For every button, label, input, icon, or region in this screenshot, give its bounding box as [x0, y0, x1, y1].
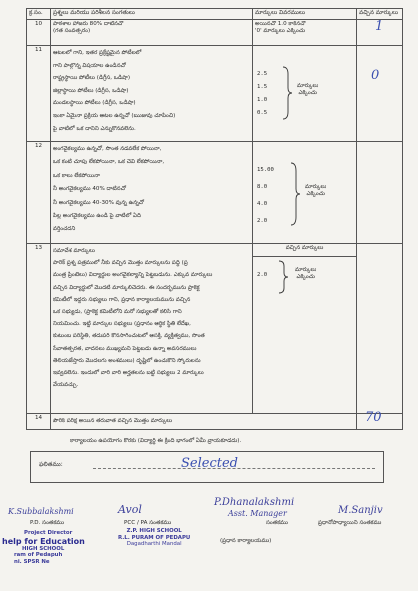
brace-icon: [289, 162, 301, 226]
total-awarded-value: 70: [365, 410, 382, 425]
row-serial: 12: [27, 142, 51, 244]
row-serial: 10: [27, 20, 51, 46]
result-label: ఫలితము:: [39, 461, 63, 468]
brace-icon: [281, 66, 293, 120]
brace-icon: [277, 260, 289, 294]
signature-pcc: Avol: [118, 503, 142, 516]
table-header-row: [27, 9, 403, 20]
awarded-value: 0: [371, 68, 380, 83]
marks-note: మార్కులు ఎక్కించు: [297, 83, 319, 97]
row-marks: [253, 142, 357, 244]
row-marks: [253, 244, 357, 414]
signature-manager: P.Dhanalakshmi: [214, 497, 295, 508]
awarded-value: 1: [375, 19, 384, 34]
row-criteria: పాఠశాల హాజరు 80% దాటినచో (గత సంవత్సరం): [51, 20, 253, 46]
criteria-table: [26, 8, 403, 430]
school-stamp: Z.P. HIGH SCHOOL R.L. PURAM OF PEDAPU Dagadharthi Mandal: [118, 528, 191, 548]
marks-values: 2.0: [257, 272, 268, 278]
header-serial-no: క్ర.సం.: [27, 9, 51, 20]
row-serial: 13: [27, 244, 51, 414]
office-caption: (ప్రధాన కార్యాలయము): [220, 538, 272, 544]
table-row: [27, 46, 403, 142]
signature-pd-caption: P.D. సంతకము: [30, 520, 65, 526]
header-marks-details: మార్కులు వివరములు: [253, 9, 357, 20]
signature-manager-title: Asst. Manager: [228, 509, 287, 518]
row-criteria: పౌరిక్ పరీక్ష అయిన తరువాత వచ్చిన మొత్తం మార్కులు: [51, 414, 357, 430]
result-box: [30, 451, 384, 483]
signature-principal-caption: ప్రధానోపాధ్యాయిని సంతకము: [318, 520, 382, 526]
row-awarded: [357, 20, 403, 46]
row-criteria: సమావేశ మార్కులు పారెక్ ప్రశ్న పత్రములో నీకు వచ్చిన మొత్తం మార్కులను పద్ధి (ప్ర మంత్ర ప్రింటెలు) విద్యార్థుల అంగవైకల్యాన్ని పెట్టబడును. ఎక్కువ మార్కులు వచ్చిన విద్యార్థులో మొదటి మార్కులిచెదరు. ఈ సందర్భమును ప్రాకెక్ట కమిటీలో ఇద్దరు సభ్యులు గాని, ప్రధాన కార్యాలయమును వచ్చిన ఒక సభ్యుడు, (ప్రాకెక్ట కమిటీలోని మరో సభ్యులతో కలిసి గాని నియమించు. ఇట్టి మార్కుల సభ్యులు (ప్రధానం ఆర్థిక స్థితి లేదేఖ, కుటుంబ పరిస్థితి, తదుపరి కొనసాగించుటలో ఆసక్తి, వ్యక్తిత్వము, సొంత సేవాతత్పరత, వాదనలు ముఖ్యమని పెట్టబడు ఉన్నా అవసరములు తెలియజేస్తారు మొదలగు అంశములు) దృష్టిలో ఉంచుకొని స్కోరులను ఇవ్వవలెను. ఇందులో వారి వారి అర్హతలను బట్టి సభ్యులు 2 మార్కులు వేయవచ్చు.: [51, 244, 253, 414]
project-director-stamp: Project Director help for Education HIGH SCHOOL ram of Pedapuh ni. SPSR Ne: [2, 530, 85, 565]
marks-note: మార్కులు ఎక్కించు: [305, 184, 327, 198]
marks-subheader: వచ్చిన మార్కులు: [253, 244, 356, 257]
row-awarded: [357, 244, 403, 414]
header-awarded-marks: వచ్చిన మార్కులు: [357, 9, 403, 20]
row-criteria: ఆటలలో గాని, ఇతర ప్రక్రేష్టమైన పోటీలలో గాని పాల్గొన్న విషయాల ఉండినచో రాష్ట్రస్థాయి పోటీలు (డిగ్రీస, ఒడిషా) జిల్లాస్థాయి పోటీలు (డిగ్రీస, ఒడిషా) మండలస్థాయి పోటీలు (డిగ్రీస, ఒడిషా) ఇంకా ఏమైనా ప్రక్రియ ఆటల ఉన్నచో (ఋజువు చూపించి) పై వాటిలో ఒక దానిని ఎన్నుకొనవలెను.: [51, 46, 253, 142]
table-row: [27, 244, 403, 414]
row-criteria: అంగవైకల్యము ఉన్నచో, సొంత నడవలేక పోయినా, ఒక కంటి చూపు లేకపోయినా, ఒక చెవి లేకపోయినా, ఒక కాలు లేకపోయినా నీ అంగవైకల్యము 40% దాటినచో నీ అంగవైకల్యము 40-30% వున్న ఉన్నచో పిల్ల అంగవైకల్యము ఉండి పై వాటిలో ఏది వర్తించదని: [51, 142, 253, 244]
row-serial: 14: [27, 414, 51, 430]
row-awarded: [357, 142, 403, 244]
table-row: [27, 20, 403, 46]
signature-pcc-caption: PCC / PA సంతకము: [124, 520, 172, 526]
signature-principal: M.Sanjiv: [338, 505, 383, 516]
marks-values: 15.00 8.0 4.0 2.0: [257, 167, 274, 224]
row-awarded: [357, 46, 403, 142]
row-marks: అయినచో 1.0 కాకినచో '0' మార్కులు ఎక్కించు: [253, 20, 357, 46]
row-serial: 11: [27, 46, 51, 142]
marks-values: 2.5 1.5 1.0 0.5: [257, 71, 268, 116]
row-marks: [253, 46, 357, 142]
table-row: [27, 142, 403, 244]
row-awarded: [357, 410, 403, 430]
marks-note: మార్కులు ఎక్కించు: [295, 267, 317, 281]
table-row: [27, 414, 403, 430]
result-value: Selected: [181, 456, 238, 471]
signature-pd: K.Subbalakshmi: [8, 507, 74, 516]
signature-manager-caption: సంతకము: [266, 520, 288, 526]
header-criteria: ప్రశ్నలు మరియు పరిశీలన సంగతులు: [51, 9, 253, 20]
office-use-note: కార్యాలయం ఉపయోగం కొరకు (విద్యార్థి ఈ క్రింది భాగంలో ఏమీ వ్రాయకూడదు).: [70, 438, 242, 444]
